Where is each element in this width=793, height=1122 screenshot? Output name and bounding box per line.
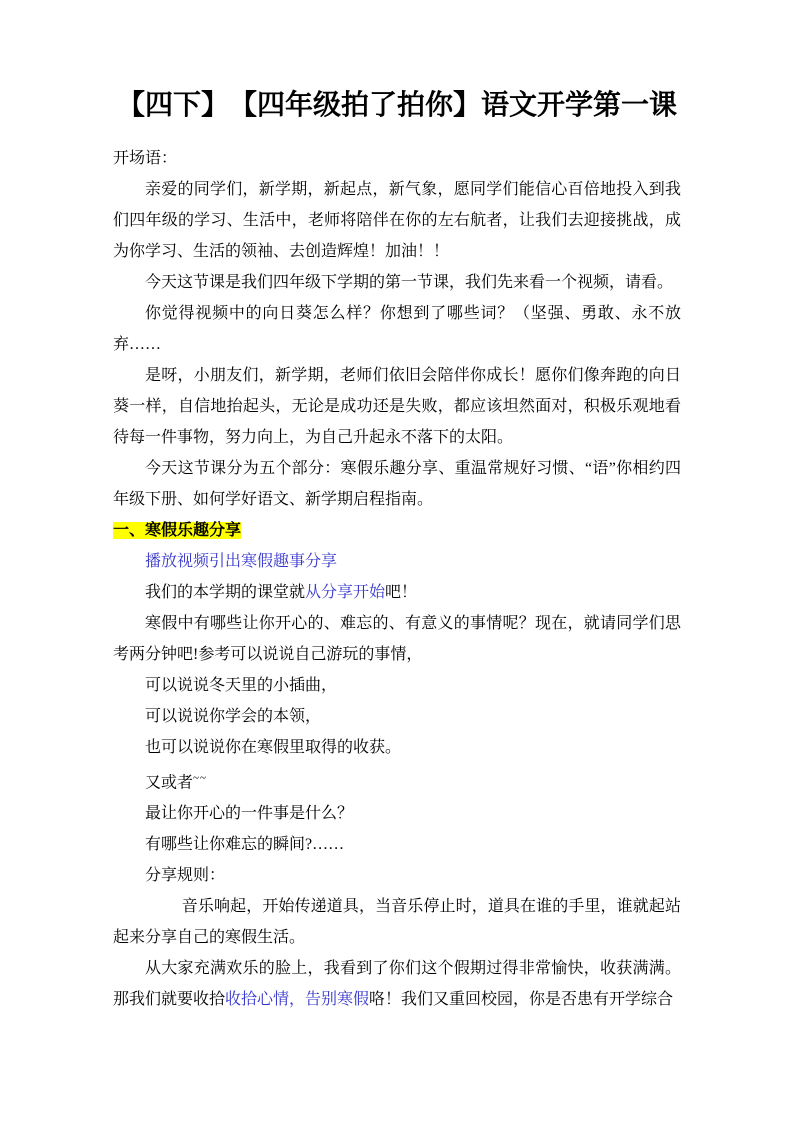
video-intro-blue-text: 播放视频引出寒假趣事分享 <box>145 553 338 570</box>
or-else-text: 又或者 <box>145 774 194 792</box>
para-rules: 音乐响起，开始传递道具，当音乐停止时，道具在谁的手里，谁就起站起来分享自己的寒假生活。 <box>113 898 681 947</box>
document-title: 【四下】 【四年级拍了拍你】语文开学第一课 <box>116 90 677 121</box>
para-option-1: 可以说说冬天里的小插曲， <box>145 677 338 694</box>
para-closing <box>113 953 681 1015</box>
para-video-question: 你觉得视频中的向日葵怎么样？你想到了哪些词？（坚强、勇敢、永不放弃…… <box>113 305 681 353</box>
para-question-moment: 有哪些让你难忘的瞬间?…… <box>145 836 345 854</box>
para-or-else <box>113 763 681 798</box>
para-rules-label: 分享规则： <box>145 867 226 885</box>
para-encourage: 是呀，小朋友们，新学期，老师们依旧会陪伴你成长！愿你们像奔跑的向日葵一样，自信地抬起头，无论是成功还是失败，都应该坦然面对，积极乐观地看待每一件事物，努力向上，为自己升起永不落下的太阳。 <box>113 367 681 446</box>
para-video-intro <box>113 546 681 577</box>
para-first-lesson: 今天这节课是我们四年级下学期的第一节课，我们先来看一个视频，请看。 <box>145 274 674 291</box>
para-share-start <box>113 577 681 608</box>
closing-blue-text: 收拾心情，告别寒假 <box>225 991 370 1009</box>
closing-pre: 从大家充满欢乐的脸上，我看到了你们这个假期过得非常愉快，收获满满。那我们就要收拾 <box>113 960 681 1009</box>
opening-label: 开场语： <box>113 150 178 167</box>
share-start-blue-text: 从分享开始 <box>305 584 386 601</box>
closing-post: 咯！我们又重回校园，你是否患有开学综合 <box>369 991 674 1009</box>
section-heading-1-highlight: 一、寒假乐趣分享 <box>113 522 242 539</box>
section-heading-1 <box>113 515 681 546</box>
share-start-post: 吧！ <box>385 584 418 601</box>
or-else-tildes: ~~ <box>193 772 207 784</box>
para-question-happy: 最让你开心的一件事是什么？ <box>145 805 354 823</box>
para-option-3: 也可以说说你在寒假里取得的收获。 <box>145 739 402 756</box>
para-option-2: 可以说说你学会的本领， <box>145 708 322 725</box>
share-start-pre: 我们的本学期的课堂就 <box>145 584 306 601</box>
para-five-parts: 今天这节课分为五个部分：寒假乐趣分享、重温常规好习惯、“语”你相约四年级下册、如何学好语文、新学期启程指南。 <box>113 460 681 508</box>
para-welcome: 亲爱的同学们，新学期，新起点，新气象，愿同学们能信心百倍地投入到我们四年级的学习、生活中，老师将陪伴在你的左右航者，让我们去迎接挑战，成为你学习、生活的领袖、去创造辉煌！加油！！ <box>113 181 681 260</box>
para-holiday-question: 寒假中有哪些让你开心的、难忘的、有意义的事情呢？现在，就请同学们思考两分钟吧!参考可以说说自己游玩的事情， <box>113 615 681 663</box>
